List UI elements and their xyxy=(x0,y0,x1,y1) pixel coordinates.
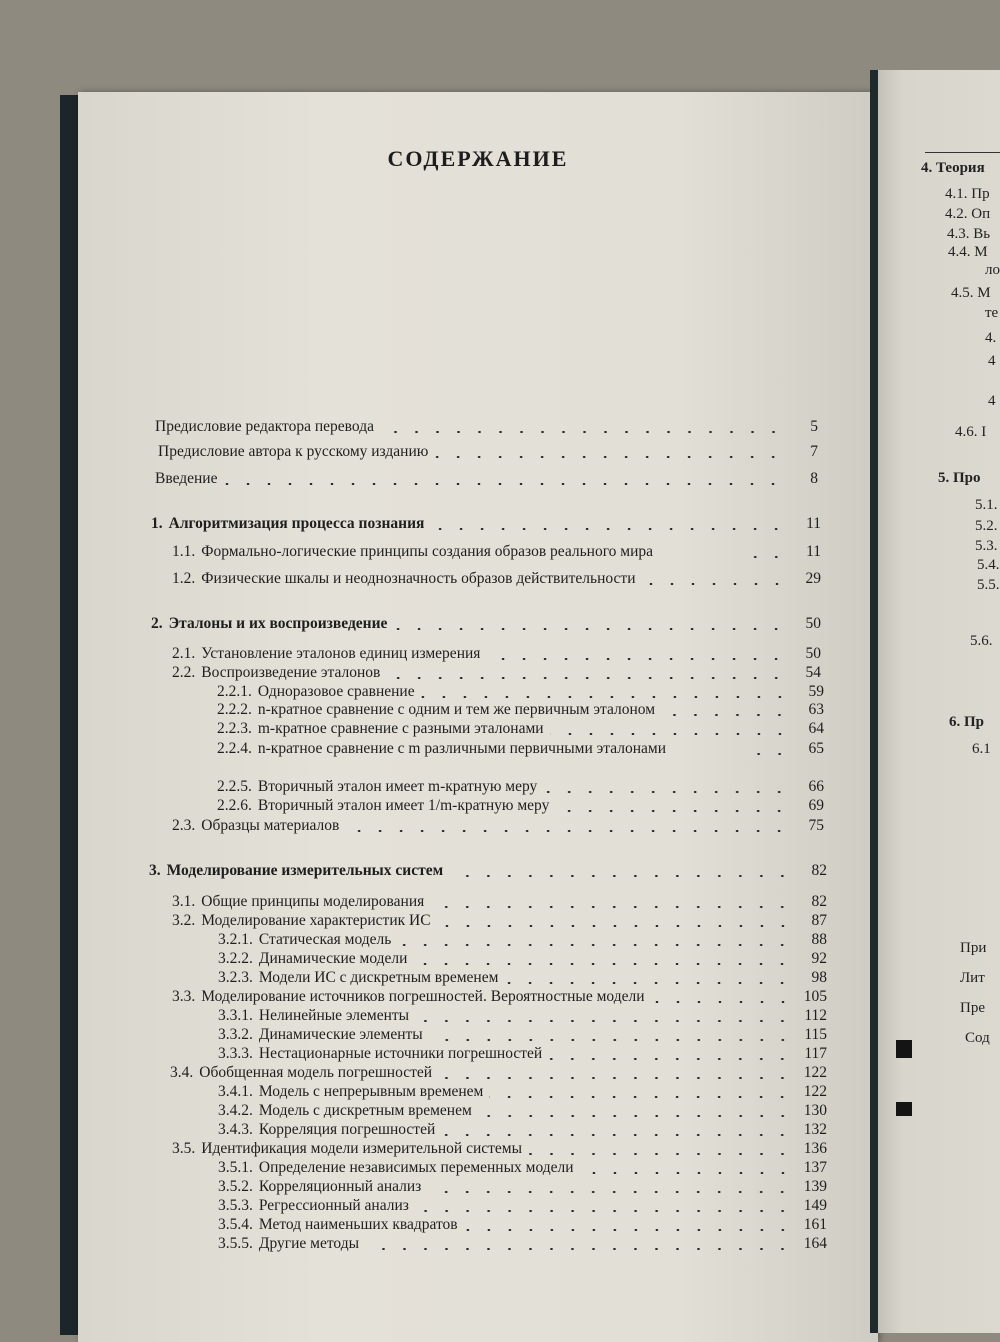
toc-entry-number: 2.1. xyxy=(172,645,196,662)
right-fragment: 5.3. xyxy=(975,538,998,554)
dot-leader xyxy=(393,628,787,630)
toc-entry xyxy=(217,778,824,796)
toc-entry-page: 117 xyxy=(804,1045,827,1062)
toc-entry-label: n-кратное сравнение с m различными первичными эталонами xyxy=(257,740,667,757)
toc-entry-label: n-кратное сравнение с одним и тем же первичным эталоном xyxy=(257,701,656,718)
toc-entry-page: 122 xyxy=(803,1083,827,1100)
toc-entry-number: 2.2.5. xyxy=(217,778,252,795)
toc-entry-number: 3.4. xyxy=(170,1064,194,1081)
dot-leader xyxy=(661,714,790,716)
toc-entry-page: 75 xyxy=(808,817,824,834)
toc-entry-page: 82 xyxy=(811,893,827,910)
toc-entry-page: 98 xyxy=(811,969,827,986)
toc-entry-number: 3.2.2. xyxy=(218,950,253,967)
toc-entry-number: 3.5.4. xyxy=(218,1216,253,1233)
dot-leader xyxy=(438,1077,793,1079)
toc-entry-page: 63 xyxy=(808,701,824,718)
toc-entry-page: 137 xyxy=(803,1159,827,1176)
toc-entry xyxy=(172,988,827,1006)
right-fragment: 4.4. М xyxy=(948,244,988,260)
toc-entry-page: 130 xyxy=(803,1102,827,1119)
toc-entry xyxy=(218,1026,827,1044)
toc-entry xyxy=(218,1121,827,1139)
toc-entry-page: 88 xyxy=(811,931,827,948)
toc-entry-page: 29 xyxy=(805,570,821,587)
toc-entry-number: 2.3. xyxy=(172,817,196,834)
toc-entry-number: 3.5.2. xyxy=(218,1178,253,1195)
toc-entry-page: 139 xyxy=(803,1178,827,1195)
toc-entry-label: Введение xyxy=(155,470,218,487)
dot-leader xyxy=(751,753,790,755)
toc-entry-page: 54 xyxy=(805,664,821,681)
toc-entry-number: 2. xyxy=(151,615,163,632)
toc-entry xyxy=(172,570,821,588)
toc-entry-number: 1.1. xyxy=(172,543,196,560)
toc-entry-number: 2.2.1. xyxy=(217,683,252,700)
right-fragment: 5.5. xyxy=(977,577,1000,593)
right-fragment: 5.2. xyxy=(975,518,998,534)
toc-entry-label: Нестационарные источники погрешностей xyxy=(258,1045,543,1062)
toc-entry xyxy=(172,645,821,663)
toc-entry-label: Вторичный эталон имеет m-кратную меру xyxy=(257,778,538,795)
ink-mark xyxy=(896,1040,912,1058)
dot-leader xyxy=(736,556,787,558)
ink-mark xyxy=(896,1102,912,1116)
toc-entry-number: 3.2.3. xyxy=(218,969,253,986)
toc-entry xyxy=(218,1197,827,1215)
dot-leader xyxy=(365,1248,793,1250)
dot-leader xyxy=(421,696,790,698)
dot-leader xyxy=(580,1172,793,1174)
right-fragment: 5.4. xyxy=(977,557,1000,573)
toc-entry-number: 3.3.3. xyxy=(218,1045,253,1062)
toc-entry-page: 122 xyxy=(803,1064,827,1081)
toc-entry-page: 112 xyxy=(804,1007,827,1024)
toc-entry-label: Физические шкалы и неоднозначность образов действительности xyxy=(201,570,636,587)
toc-entry xyxy=(172,817,824,835)
toc-entry-label: Моделирование измерительных систем xyxy=(166,862,444,879)
toc-entry-page: 82 xyxy=(811,862,827,879)
toc-entry-label: Модели ИС с дискретным временем xyxy=(258,969,499,986)
toc-entry xyxy=(217,797,824,815)
dot-leader xyxy=(651,1001,793,1003)
dot-leader xyxy=(528,1153,793,1155)
dot-leader xyxy=(437,925,793,927)
right-fragment: 4.1. Пр xyxy=(945,186,990,202)
dot-leader xyxy=(464,1229,793,1231)
dot-leader xyxy=(504,982,793,984)
toc-entry-label: Моделирование источников погрешностей. Вероятностные модели xyxy=(201,988,645,1005)
toc-entry-label: Моделирование характеристик ИС xyxy=(201,912,431,929)
toc-entry-page: 64 xyxy=(808,720,824,737)
dot-leader xyxy=(543,791,790,793)
toc-entry xyxy=(218,1235,827,1253)
toc-entry-label: Общие принципы моделирования xyxy=(201,893,425,910)
dot-leader xyxy=(430,906,793,908)
toc-entry-label: Обобщенная модель погрешностей xyxy=(199,1064,433,1081)
toc-entry xyxy=(218,969,827,987)
toc-entry-label: Предисловие автора к русскому изданию xyxy=(158,443,429,460)
right-fragment: 4 xyxy=(988,393,996,409)
toc-entry-label: Воспроизведение эталонов xyxy=(201,664,381,681)
toc-entry-page: 132 xyxy=(803,1121,827,1138)
dot-leader xyxy=(548,1058,793,1060)
toc-entry xyxy=(172,893,827,911)
toc-entry-page: 105 xyxy=(803,988,827,1005)
right-fragment: 4.3. Вь xyxy=(947,226,991,242)
toc-entry-number: 3.3. xyxy=(172,988,196,1005)
dot-leader xyxy=(449,875,793,877)
toc-entry-page: 161 xyxy=(803,1216,827,1233)
toc-entry-page: 50 xyxy=(805,645,821,662)
toc-entry xyxy=(217,701,824,719)
toc-entry xyxy=(218,1102,827,1120)
toc-entry-page: 92 xyxy=(811,950,827,967)
right-fragment: 6.1 xyxy=(972,741,991,757)
dot-leader xyxy=(397,944,793,946)
right-fragment: Лит xyxy=(960,970,985,986)
right-fragment: 4.2. Оп xyxy=(945,206,991,222)
toc-entry xyxy=(218,1178,827,1196)
toc-entry-label: Вторичный эталон имеет 1/m-кратную меру xyxy=(257,797,550,814)
toc-entry-label: Модель с дискретным временем xyxy=(258,1102,472,1119)
dot-leader xyxy=(427,1191,793,1193)
toc-entry-page: 5 xyxy=(810,418,818,435)
toc-entry-page: 164 xyxy=(803,1235,827,1252)
right-fragment: 4. Теория xyxy=(921,160,985,176)
toc-entry-page: 87 xyxy=(811,912,827,929)
toc-entry xyxy=(172,664,821,682)
dot-leader xyxy=(486,658,787,660)
right-fragment: 4.5. М xyxy=(951,285,991,301)
toc-entry-number: 1. xyxy=(151,515,163,532)
toc-entry-number: 3.5. xyxy=(172,1140,196,1157)
toc-entry-label: Идентификация модели измерительной системы xyxy=(201,1140,522,1157)
toc-entry-label: Установление эталонов единиц измерения xyxy=(201,645,481,662)
right-fragment: 4. xyxy=(985,330,997,346)
dot-leader xyxy=(415,1020,793,1022)
toc-entry xyxy=(218,1159,827,1177)
toc-entry-page: 69 xyxy=(808,797,824,814)
toc-entry-label: Определение независимых переменных модели xyxy=(258,1159,574,1176)
toc-chapter xyxy=(151,615,821,633)
right-fragment: 4.6. I xyxy=(955,424,987,440)
toc-entry-number: 3. xyxy=(149,862,161,879)
toc-entry-number: 3.2. xyxy=(172,912,196,929)
dot-leader xyxy=(345,830,790,832)
toc-entry-label: m-кратное сравнение с разными эталонами xyxy=(257,720,544,737)
toc-entry-page: 8 xyxy=(810,470,818,487)
toc-entry-number: 3.3.2. xyxy=(218,1026,253,1043)
toc-entry xyxy=(218,1216,827,1234)
toc-entry xyxy=(217,720,824,738)
toc-entry-label: Образцы материалов xyxy=(201,817,340,834)
right-fragment: ло xyxy=(985,262,1000,278)
toc-entry-page: 59 xyxy=(808,683,824,700)
right-fragment: Сод xyxy=(965,1030,990,1046)
toc-entry xyxy=(172,1140,827,1158)
toc-entry-number: 2.2.2. xyxy=(217,701,252,718)
dot-leader xyxy=(434,456,784,458)
dot-leader xyxy=(380,431,784,433)
dot-leader xyxy=(555,810,790,812)
dot-leader xyxy=(441,1134,793,1136)
page-title: СОДЕРЖАНИЕ xyxy=(387,146,569,171)
toc-entry-label: Алгоритмизация процесса познания xyxy=(168,515,425,532)
toc-entry xyxy=(217,740,824,758)
toc-entry-page: 11 xyxy=(806,543,821,560)
toc-entry-number: 3.4.1. xyxy=(218,1083,253,1100)
toc-entry-label: Другие методы xyxy=(258,1235,360,1252)
toc-chapter xyxy=(149,862,827,880)
right-fragment: те xyxy=(985,305,999,321)
toc-chapter xyxy=(151,515,821,533)
toc-entry-number: 2.2.4. xyxy=(217,740,252,757)
toc-entry xyxy=(218,931,827,949)
right-fragment: 4 xyxy=(988,353,996,369)
right-fragment: Пре xyxy=(960,1000,985,1016)
toc-entry-label: Модель с непрерывным временем xyxy=(258,1083,484,1100)
toc-entry-number: 3.3.1. xyxy=(218,1007,253,1024)
right-fragment: 5.1. xyxy=(975,497,998,513)
toc-entry-label: Динамические модели xyxy=(258,950,408,967)
toc-entry-page: 7 xyxy=(810,443,818,460)
dot-leader xyxy=(415,1210,793,1212)
toc-entry-label: Корреляционный анализ xyxy=(258,1178,422,1195)
toc-entry-page: 149 xyxy=(803,1197,827,1214)
toc-entry-page: 115 xyxy=(804,1026,827,1043)
toc-entry xyxy=(218,1007,827,1025)
right-fragment: 6. Пр xyxy=(949,714,985,730)
toc-entry xyxy=(155,470,818,488)
toc-entry xyxy=(217,683,824,701)
toc-entry-number: 2.2.3. xyxy=(217,720,252,737)
toc-entry-number: 3.1. xyxy=(172,893,196,910)
dot-leader xyxy=(642,583,788,585)
toc-entry-page: 66 xyxy=(808,778,824,795)
dot-leader xyxy=(430,528,787,530)
right-fragment: 5.6. xyxy=(970,633,993,649)
dot-leader xyxy=(550,733,790,735)
toc-entry xyxy=(172,912,827,930)
right-fragment: При xyxy=(960,940,987,956)
toc-entry xyxy=(155,418,818,436)
toc-entry-page: 136 xyxy=(803,1140,827,1157)
toc-entry-page: 65 xyxy=(808,740,824,757)
dot-leader xyxy=(413,963,793,965)
toc-entry-label: Динамические элементы xyxy=(258,1026,423,1043)
toc-entry-number: 3.5.1. xyxy=(218,1159,253,1176)
toc-entry-page: 11 xyxy=(806,515,821,532)
dot-leader xyxy=(429,1039,793,1041)
toc-entry xyxy=(218,1083,827,1101)
toc-entry-label: Формально-логические принципы создания образов реального мира xyxy=(201,543,654,560)
toc-entry-label: Корреляция погрешностей xyxy=(258,1121,436,1138)
toc-entry-number: 3.4.2. xyxy=(218,1102,253,1119)
toc-entry xyxy=(218,1045,827,1063)
toc-entry-label: Регрессионный анализ xyxy=(258,1197,409,1214)
toc-entry xyxy=(170,1064,827,1082)
toc-entry-page: 50 xyxy=(805,615,821,632)
toc-entry xyxy=(158,443,818,461)
toc-entry-label: Одноразовое сравнение xyxy=(257,683,415,700)
toc-entry-label: Статическая модель xyxy=(258,931,392,948)
toc-entry-number: 2.2.6. xyxy=(217,797,252,814)
toc-entry-label: Предисловие редактора перевода xyxy=(155,418,374,435)
toc-entry-number: 3.2.1. xyxy=(218,931,253,948)
dot-leader xyxy=(223,483,784,485)
dot-leader xyxy=(489,1096,793,1098)
toc-entry xyxy=(218,950,827,968)
toc-entry-label: Эталоны и их воспроизведение xyxy=(168,615,388,632)
dot-leader xyxy=(478,1115,793,1117)
toc-entry-number: 3.5.3. xyxy=(218,1197,253,1214)
toc-entry-number: 3.4.3. xyxy=(218,1121,253,1138)
toc-entry-label: Метод наименьших квадратов xyxy=(258,1216,458,1233)
toc-entry-number: 1.2. xyxy=(172,570,196,587)
toc-entry-label: Нелинейные элементы xyxy=(258,1007,410,1024)
toc-entry-number: 2.2. xyxy=(172,664,196,681)
toc-entry-number: 3.5.5. xyxy=(218,1235,253,1252)
dot-leader xyxy=(386,677,787,679)
right-fragment: 5. Про xyxy=(938,470,981,486)
toc-entry xyxy=(172,543,821,561)
